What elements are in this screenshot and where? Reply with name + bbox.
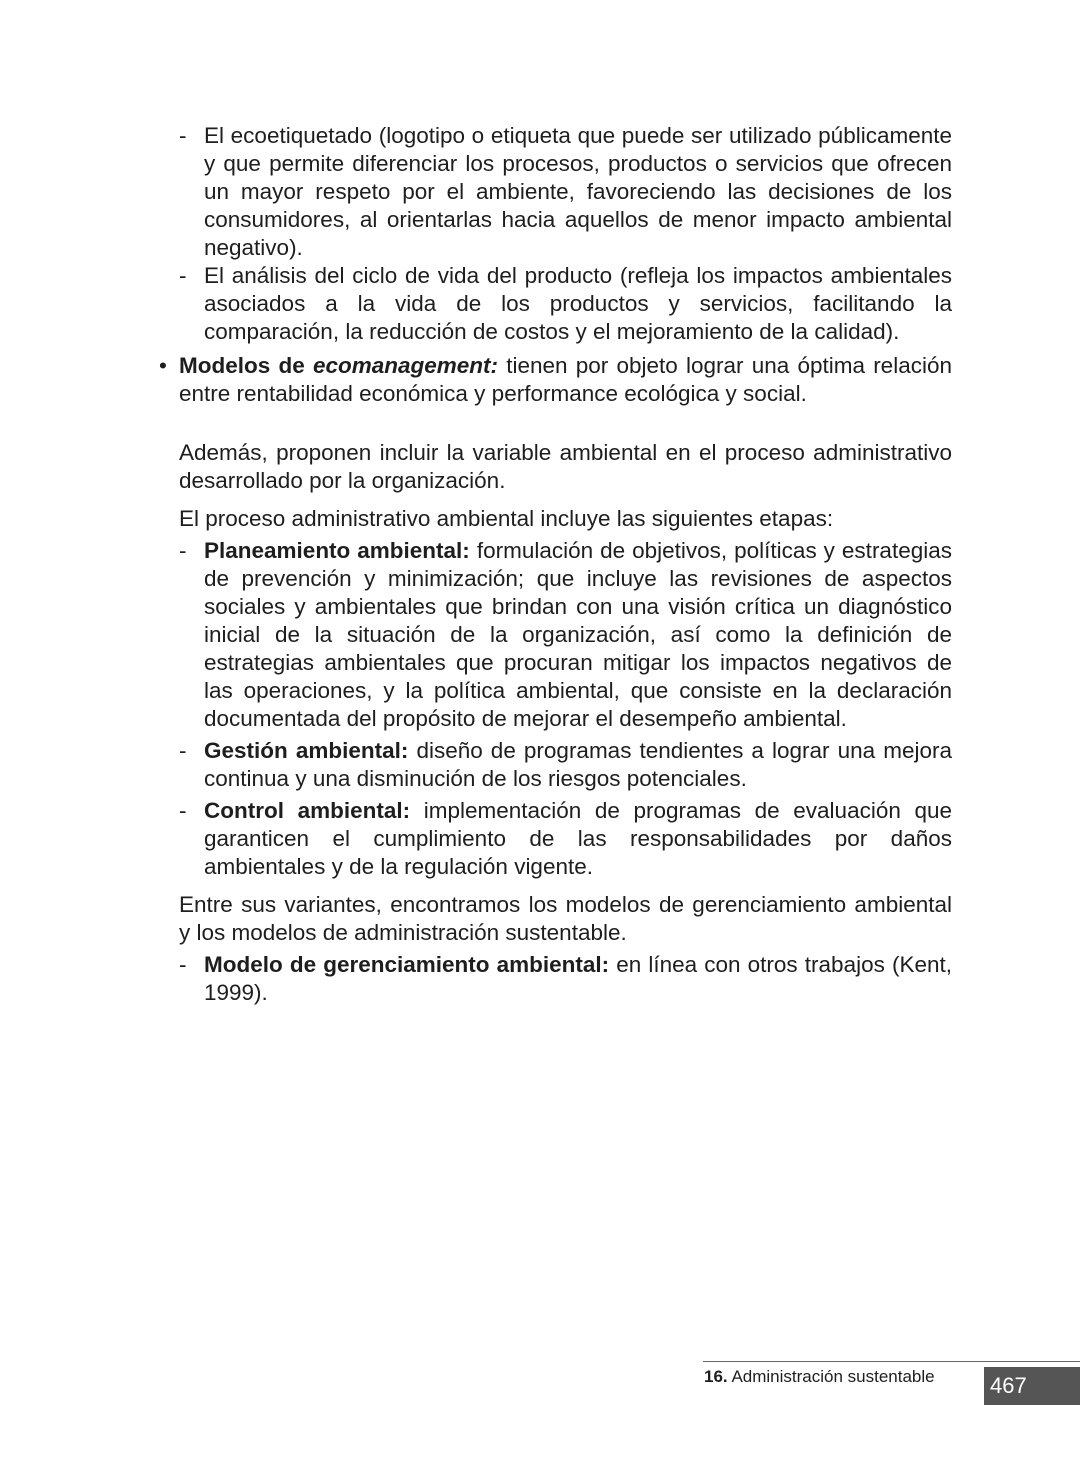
paragraph-variantes: Entre sus variantes, encontramos los modelos de gerenciamiento ambiental y los modelos de administración sustentable. (179, 891, 952, 945)
item-text: en línea con otros trabajos (Kent, 1999). (204, 951, 952, 1005)
dash-marker: - (179, 951, 187, 977)
item-text: tienen por objeto lograr una óptima relación entre rentabilidad económica y performance ecológica y social. (179, 353, 952, 406)
dash-marker: - (179, 263, 187, 288)
item-heading: Control ambiental: (204, 797, 411, 823)
list-item-ciclo-vida (157, 262, 952, 346)
bullet-marker: • (159, 353, 167, 378)
item-text: El análisis del ciclo de vida del producto (refleja los impactos ambientales asociados a la vida de los productos y servicios, facilitando la comparación, la reducción de costos y el mejoramiento de la calidad). (204, 263, 952, 344)
item-text: diseño de programas tendientes a lograr una mejora continua y una disminución de los riesgos potenciales. (204, 737, 952, 791)
paragraph-proceso-intro: El proceso administrativo ambiental incluye las siguientes etapas: (179, 505, 834, 531)
item-text: El ecoetiquetado (logotipo o etiqueta que puede ser utilizado públicamente y que permite diferenciar los procesos, productos o servicios que ofrecen un mayor respeto por el ambiente, favoreciendo las decisiones de los consumidores, al orientarlas hacia aquellos de menor impacto ambiental negativo). (204, 123, 952, 260)
list-item-gestion (157, 737, 952, 793)
dash-marker: - (179, 797, 187, 823)
page-number-box (984, 1367, 1080, 1405)
footer-divider (703, 1361, 1080, 1362)
dash-marker: - (179, 123, 187, 148)
item-heading: Modelo de gerenciamiento ambiental: (204, 951, 610, 977)
list-item-ecoetiquetado (157, 122, 952, 262)
item-heading: Planeamiento ambiental: (204, 537, 470, 563)
list-item-modelo-gerenciamiento (157, 951, 952, 1007)
page-number: 467 (990, 1373, 1027, 1398)
list-item-planeamiento (157, 537, 952, 733)
list-item-control (157, 797, 952, 881)
item-text: implementación de programas de evaluación que garanticen el cumplimiento de las responsabilidades por daños ambientales y de la regulación vigente. (204, 797, 952, 879)
main-content (157, 122, 952, 1007)
item-heading: Gestión ambiental: (204, 737, 409, 763)
item-heading: Modelos de (179, 353, 305, 378)
running-footer (704, 1366, 935, 1388)
dash-marker: - (179, 737, 187, 763)
paragraph-ademas: Además, proponen incluir la variable ambiental en el proceso administrativo desarrollado por la organización. (179, 439, 952, 493)
item-text: formulación de objetivos, políticas y estrategias de prevención y minimización; que incluye las revisiones de aspectos sociales y ambientales que brindan con una visión crítica un diagnóstico inicial de la situación de la organización, así como la definición de estrategias ambientales que procuran mitigar los impactos negativos de las operaciones, y la política ambiental, que consiste en la declaración documentada del propósito de mejorar el desempeño ambiental. (204, 537, 952, 731)
dash-marker: - (179, 537, 187, 563)
chapter-title: Administración sustentable (731, 1367, 935, 1386)
chapter-number: 16. (704, 1367, 728, 1386)
item-heading-italic: ecomanagement: (312, 353, 498, 378)
bullet-item-modelos (157, 352, 952, 408)
